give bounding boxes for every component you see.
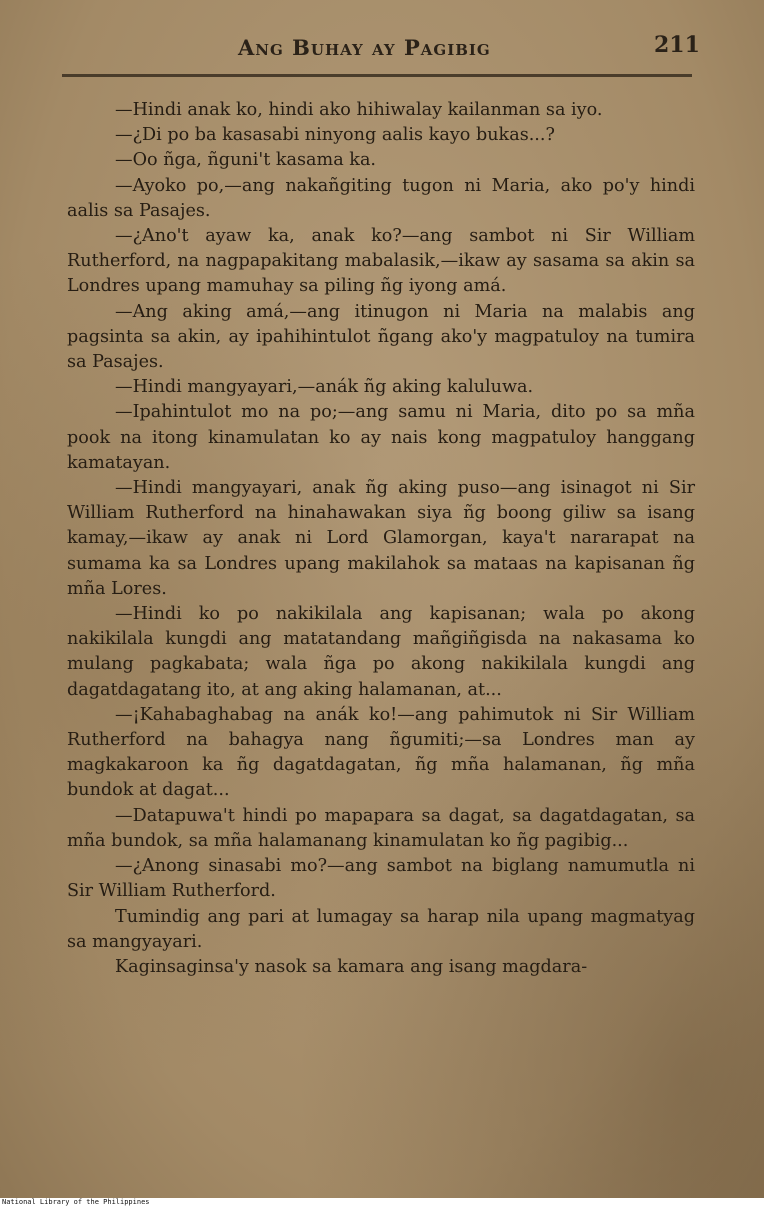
paragraph: —¿Di po ba kasasabi ninyong aalis kayo bukas...?	[115, 125, 555, 146]
paragraph: —Datapuwa't hindi po mapapara sa dagat, sa dagatdagatan, sa mña bundok, sa mña halamanang kinamulatan ko ñg pagibig...	[67, 805, 695, 851]
paragraph: —Hindi ko po nakikilala ang kapisanan; wala po akong nakikilala kungdi ang matatandang mañgiñgisda na nakasama ko mulang pagkabata; wala ñga po akong nakikilala kungdi ang dagatdagatang ito, at ang aking halamanan, at...	[67, 604, 695, 700]
library-credit: National Library of the Philippines	[2, 1198, 150, 1206]
paragraph: —¡Kahabaghabag na anák ko!—ang pahimutok ni Sir William Rutherford na bahagya nang ñgumiti;—sa Londres man ay magkakaroon ka ñg dagatdagatan, ñg mña halamanan, ñg mña bundok at dagat...	[67, 704, 695, 801]
paragraph: —Ang aking amá,—ang itinugon ni Maria na malabis ang pagsinta sa akin, ay ipahihintulot ñgang ako'y magpatuloy na tumira sa Pasajes.	[67, 301, 695, 373]
paragraph: —Oo ñga, ñguni't kasama ka.	[115, 150, 377, 171]
paragraph: —¿Ano't ayaw ka, anak ko?—ang sambot ni Sir William Rutherford, na nagpapakitang mabalasik,—ikaw ay sasama sa akin sa Londres upang mamuhay sa piling ñg iyong amá.	[67, 226, 695, 297]
paragraph: Tumindig ang pari at lumagay sa harap nila upang magmatyag sa mangyayari.	[67, 906, 695, 952]
page-header	[0, 30, 764, 64]
page-footer	[0, 1198, 764, 1208]
running-title: Ang Buhay ay Pagibig	[238, 35, 491, 60]
paragraph: —Hindi anak ko, hindi ako hihiwalay kailanman sa iyo.	[115, 100, 603, 120]
paragraph: —Ipahintulot mo na po;—ang samu ni Maria, dito po sa mña pook na itong kinamulatan ko ay nais kong magpatuloy hanggang kamatayan.	[67, 402, 695, 473]
body-text	[67, 98, 695, 980]
paragraph: —Ayoko po,—ang nakañgiting tugon ni Maria, ako po'y hindi aalis sa Pasajes.	[67, 175, 695, 221]
header-rule	[62, 74, 692, 77]
paragraph: —Hindi mangyayari, anak ñg aking puso—ang isinagot ni Sir William Rutherford na hinahawakan siya ñg boong giliw sa isang kamay,—ikaw ay anak ni Lord Glamorgan, kaya't nararapat na sumama ka sa Londres upang makilahok sa mataas na kapisanan ñg mña Lores.	[67, 478, 695, 599]
page-number: 211	[654, 32, 700, 58]
paragraph: —Hindi mangyayari,—anák ñg aking kaluluwa.	[115, 377, 534, 398]
paragraph: Kaginsaginsa'y nasok sa kamara ang isang magdara-	[115, 956, 588, 977]
paragraph: —¿Anong sinasabi mo?—ang sambot na biglang namumutla ni Sir William Rutherford.	[67, 856, 695, 902]
